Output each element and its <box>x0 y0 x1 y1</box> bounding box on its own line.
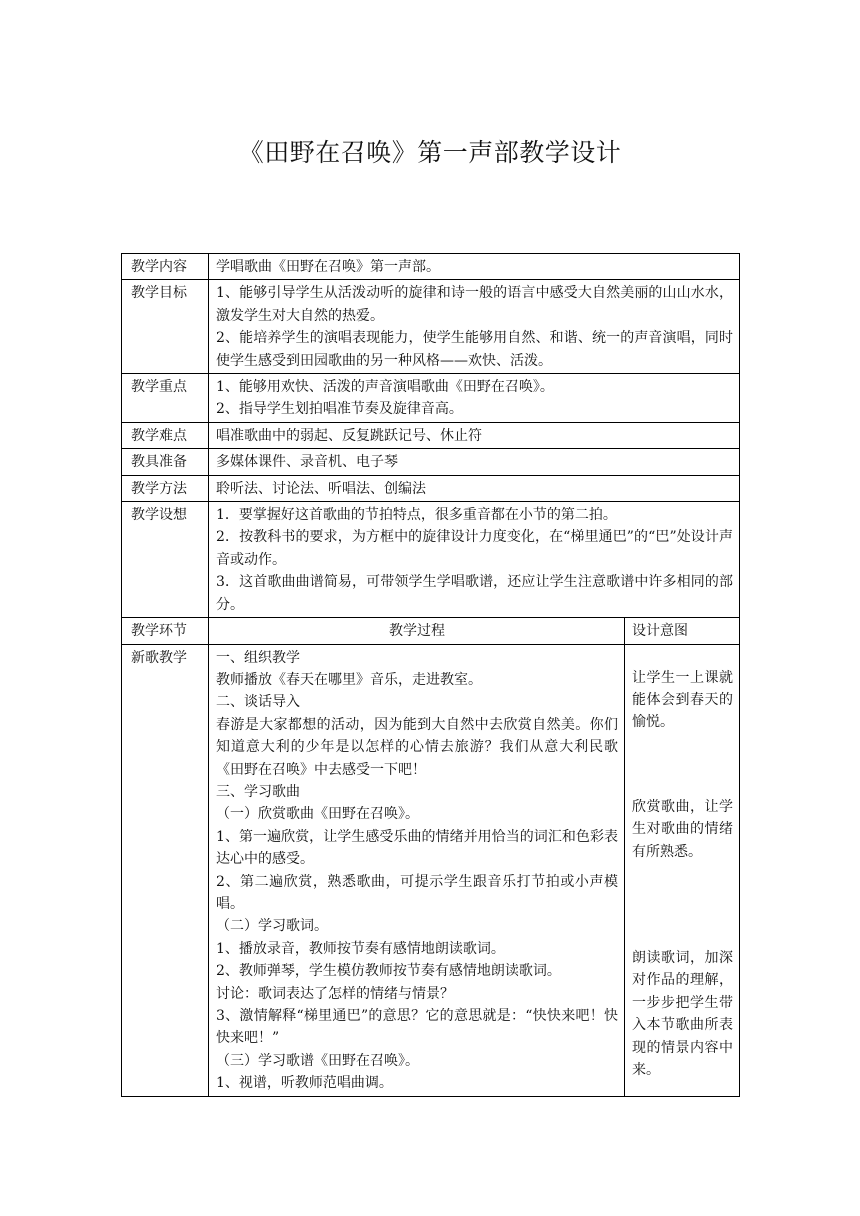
row-label: 教学难点 <box>122 422 209 448</box>
process-line: 2、教师弹琴，学生模仿教师按节奏有感情地朗读歌词。 <box>216 963 561 980</box>
key-item: 2、指导学生划拍唱准节奏及旋律音高。 <box>216 401 463 418</box>
row-value: 多媒体课件、录音机、电子琴 <box>209 449 740 475</box>
row-key <box>122 374 740 423</box>
row-value <box>209 280 740 374</box>
design-item: 1．要掌握好这首歌曲的节拍特点，很多重音都在小节的第二拍。 <box>216 507 617 524</box>
row-label: 教学设想 <box>122 502 209 618</box>
intent-cell <box>625 644 740 1096</box>
row-label: 教学内容 <box>122 254 209 280</box>
lesson-plan-table <box>121 253 740 1097</box>
row-label: 教学环节 <box>122 618 209 644</box>
process-line: 三、学习歌曲 <box>216 783 300 800</box>
process-line: 教师播放《春天在哪里》音乐，走进教室。 <box>216 671 482 688</box>
process-line: 2、第二遍欣赏，熟悉歌曲，可提示学生跟音乐打节拍或小声模唱。 <box>216 873 618 912</box>
key-item: 1、能够用欢快、活泼的声音演唱歌曲《田野在召唤》。 <box>216 379 554 396</box>
row-label: 教学方法 <box>122 475 209 501</box>
process-line: 3、激情解释“梯里通巴”的意思？它的意思就是：“快快来吧！快快来吧！” <box>216 1008 618 1047</box>
row-value <box>209 502 740 618</box>
row-steps-header <box>122 618 740 644</box>
process-line: 二、谈话导入 <box>216 694 300 711</box>
row-label: 教学重点 <box>122 374 209 423</box>
process-line: （二）学习歌词。 <box>216 918 328 935</box>
row-tools <box>122 449 740 475</box>
process-line: 春游是大家都想的活动，因为能到大自然中去欣赏自然美。你们知道意大利的少年是以怎样的心情去旅游？我们从意大利民歌《田野在召唤》中去感受一下吧！ <box>216 716 618 778</box>
page-title: 《田野在召唤》第一声部教学设计 <box>238 138 622 167</box>
row-value: 唱准歌曲中的弱起、反复跳跃记号、休止符 <box>209 422 740 448</box>
row-label: 教具准备 <box>122 449 209 475</box>
process-line: （三）学习歌谱《田野在召唤》。 <box>216 1052 419 1069</box>
process-line: （一）欣赏歌曲《田野在召唤》。 <box>216 806 419 823</box>
row-value: 聆听法、讨论法、听唱法、创编法 <box>209 475 740 501</box>
row-label: 教学目标 <box>122 280 209 374</box>
process-header: 教学过程 <box>209 618 625 644</box>
goal-item: 2、能培养学生的演唱表现能力，使学生能够用自然、和谐、统一的声音演唱，同时使学生感受到田园歌曲的另一种风格——欢快、活泼。 <box>216 330 733 369</box>
intent-note: 欣赏歌曲，让学生对歌曲的情绪有所熟悉。 <box>632 798 733 860</box>
row-value: 学唱歌曲《田野在召唤》第一声部。 <box>209 254 740 280</box>
goal-item: 1、能够引导学生从活泼动听的旋律和诗一般的语言中感受大自然美丽的山山水水，激发学生对大自然的热爱。 <box>216 285 733 324</box>
design-item: 3．这首歌曲曲谱简易，可带领学生学唱歌谱，还应让学生注意歌谱中许多相同的部分。 <box>216 574 733 613</box>
intent-header: 设计意图 <box>625 618 740 644</box>
process-line: 一、组织教学 <box>216 649 300 666</box>
process-line: 1、第一遍欣赏，让学生感受乐曲的情绪并用恰当的词汇和色彩表达心中的感受。 <box>216 828 618 868</box>
row-design <box>122 502 740 618</box>
process-cell <box>209 644 625 1096</box>
intent-note: 朗读歌词，加深对作品的理解，一步步把学生带入本节歌曲所表现的情景内容中来。 <box>632 949 733 1078</box>
process-line: 1、视谱，听教师范唱曲调。 <box>216 1075 393 1092</box>
row-label: 新歌教学 <box>122 644 209 1096</box>
row-goals <box>122 280 740 374</box>
process-line: 1、播放录音，教师按节奏有感情地朗读歌词。 <box>216 940 505 957</box>
row-difficulty <box>122 422 740 448</box>
row-new-song <box>122 644 740 1096</box>
row-method <box>122 475 740 501</box>
design-item: 2．按教科书的要求，为方框中的旋律设计力度变化，在“梯里通巴”的“巴”处设计声音或动作。 <box>216 529 733 568</box>
row-value <box>209 374 740 423</box>
row-content <box>122 254 740 280</box>
process-line: 讨论：歌词表达了怎样的情绪与情景？ <box>216 985 454 1002</box>
intent-note: 让学生一上课就能体会到春天的愉悦。 <box>632 669 733 731</box>
